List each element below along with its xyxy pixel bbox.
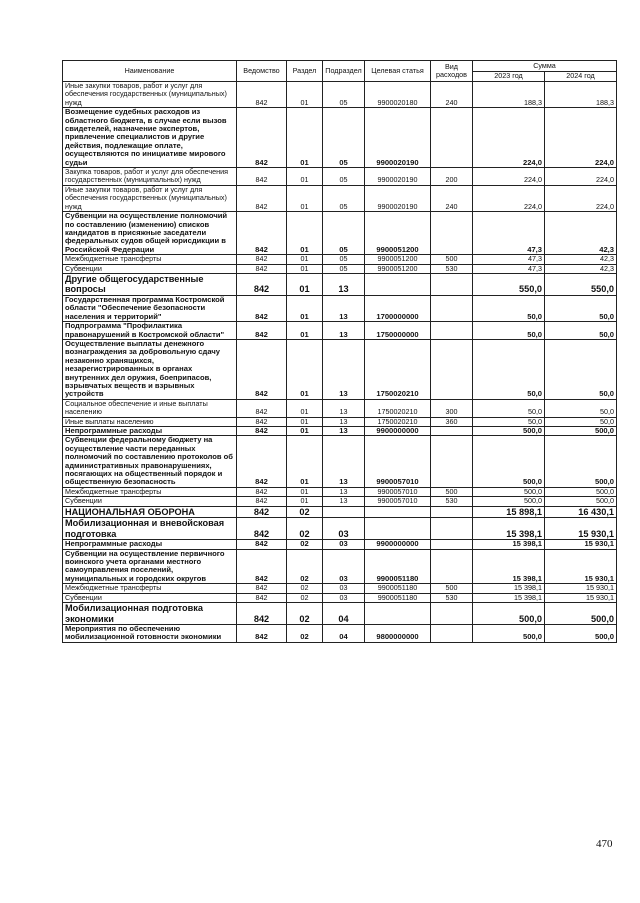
row-kind [431,518,473,540]
row-kind [431,436,473,487]
row-sum-2023: 15 398,1 [473,540,545,549]
row-kind: 200 [431,168,473,186]
row-target: 1750020210 [365,417,431,426]
row-sum-2023: 500,0 [473,427,545,436]
row-kind: 360 [431,417,473,426]
row-subsection: 03 [323,518,365,540]
table-row [63,487,617,496]
header-section: Раздел [287,61,323,82]
row-section: 01 [287,295,323,321]
row-kind [431,212,473,255]
row-sum-2024: 50,0 [545,339,617,399]
row-sum-2024: 500,0 [545,603,617,625]
row-dept: 842 [237,584,287,593]
row-section: 01 [287,82,323,108]
row-target: 1750020210 [365,339,431,399]
row-sum-2023: 500,0 [473,603,545,625]
row-subsection: 13 [323,427,365,436]
row-name: Межбюджетные трансферты [63,487,237,496]
row-subsection: 04 [323,625,365,643]
row-section: 01 [287,108,323,168]
row-kind [431,603,473,625]
row-sum-2024: 224,0 [545,185,617,211]
row-sum-2023: 47,3 [473,264,545,273]
row-sum-2023: 224,0 [473,185,545,211]
row-kind: 530 [431,497,473,506]
row-subsection: 05 [323,82,365,108]
row-dept: 842 [237,339,287,399]
row-kind [431,625,473,643]
table-header-row [63,61,617,72]
table-row [63,436,617,487]
row-name: Субвенции на осуществление первичного воинского учета органами местного самоуправления поселений, муниципальных и городских округов [63,549,237,584]
row-sum-2024: 500,0 [545,436,617,487]
row-section: 02 [287,625,323,643]
table-row [63,264,617,273]
row-section: 01 [287,168,323,186]
row-section: 02 [287,593,323,602]
row-dept: 842 [237,625,287,643]
header-year-2023: 2023 год [473,71,545,82]
row-subsection: 05 [323,108,365,168]
row-kind: 500 [431,584,473,593]
table-row [63,584,617,593]
table-row [63,427,617,436]
row-sum-2023: 50,0 [473,322,545,340]
row-name: Осуществление выплаты денежного вознаграждения за добровольную сдачу незаконно хранящихся, незарегистрированных в органах внутренних дел оружия, боеприпасов, взрывчатых веществ и взрывных устройств [63,339,237,399]
row-sum-2024: 42,3 [545,212,617,255]
row-name: Мобилизационная и вневойсковая подготовка [63,518,237,540]
row-section: 01 [287,185,323,211]
header-name: Наименование [63,61,237,82]
row-target: 9900020190 [365,168,431,186]
row-dept: 842 [237,593,287,602]
row-dept: 842 [237,603,287,625]
table-row [63,549,617,584]
row-sum-2024: 550,0 [545,273,617,295]
row-dept: 842 [237,487,287,496]
row-kind [431,506,473,518]
row-sum-2024: 50,0 [545,295,617,321]
row-subsection: 13 [323,497,365,506]
row-dept: 842 [237,82,287,108]
table-row [63,625,617,643]
row-name: Иные закупки товаров, работ и услуг для обеспечения государственных (муниципальных) нужд [63,82,237,108]
row-section: 02 [287,506,323,518]
row-subsection: 05 [323,212,365,255]
table-row [63,185,617,211]
header-subsection: Подраздел [323,61,365,82]
row-sum-2024: 42,3 [545,255,617,264]
row-sum-2023: 15 398,1 [473,518,545,540]
row-sum-2024: 224,0 [545,108,617,168]
row-name: Иные выплаты населению [63,417,237,426]
row-section: 01 [287,339,323,399]
row-target [365,603,431,625]
table-row [63,593,617,602]
row-name: Государственная программа Костромской области "Обеспечение безопасности населения и территорий" [63,295,237,321]
table-row [63,518,617,540]
row-target: 9900051200 [365,264,431,273]
row-name: Субвенции федеральному бюджету на осуществление части переданных полномочий по составлению протоколов об административных правонарушениях, посягающих на общественный порядок и общественную безопасность [63,436,237,487]
row-subsection: 13 [323,339,365,399]
row-section: 01 [287,264,323,273]
table-row [63,322,617,340]
row-sum-2024: 42,3 [545,264,617,273]
row-name: Мероприятия по обеспечению мобилизационной готовности экономики [63,625,237,643]
row-name: Иные закупки товаров, работ и услуг для обеспечения государственных (муниципальных) нужд [63,185,237,211]
row-subsection: 05 [323,185,365,211]
row-sum-2024: 15 930,1 [545,518,617,540]
row-sum-2024: 224,0 [545,168,617,186]
row-dept: 842 [237,108,287,168]
row-sum-2023: 47,3 [473,255,545,264]
row-kind [431,322,473,340]
row-sum-2023: 500,0 [473,436,545,487]
row-sum-2023: 15 398,1 [473,549,545,584]
row-target: 9900051200 [365,255,431,264]
row-sum-2024: 15 930,1 [545,593,617,602]
row-section: 01 [287,436,323,487]
row-sum-2024: 50,0 [545,322,617,340]
row-section: 02 [287,603,323,625]
row-kind: 530 [431,593,473,602]
row-sum-2023: 500,0 [473,487,545,496]
row-target: 9900057010 [365,487,431,496]
row-kind: 530 [431,264,473,273]
table-row [63,399,617,417]
row-target [365,506,431,518]
table-row [63,497,617,506]
row-target: 9900000000 [365,540,431,549]
row-subsection: 13 [323,487,365,496]
row-dept: 842 [237,212,287,255]
row-subsection: 13 [323,436,365,487]
row-section: 01 [287,487,323,496]
table-row [63,603,617,625]
row-dept: 842 [237,497,287,506]
page-number: 470 [596,838,613,850]
header-year-2024: 2024 год [545,71,617,82]
row-target: 9900051180 [365,593,431,602]
row-dept: 842 [237,185,287,211]
row-kind [431,540,473,549]
row-section: 01 [287,212,323,255]
row-sum-2023: 47,3 [473,212,545,255]
table-row [63,295,617,321]
row-sum-2024: 16 430,1 [545,506,617,518]
row-kind: 240 [431,185,473,211]
row-section: 01 [287,322,323,340]
row-sum-2024: 15 930,1 [545,540,617,549]
row-subsection: 03 [323,549,365,584]
row-target: 9900000000 [365,427,431,436]
row-sum-2023: 50,0 [473,399,545,417]
row-subsection: 05 [323,168,365,186]
table-row [63,212,617,255]
row-target: 9900051200 [365,212,431,255]
row-section: 01 [287,399,323,417]
row-kind [431,273,473,295]
row-kind [431,427,473,436]
row-subsection: 13 [323,399,365,417]
row-section: 02 [287,518,323,540]
row-name: Мобилизационная подготовка экономики [63,603,237,625]
row-name: Подпрограмма "Профилактика правонарушений в Костромской области" [63,322,237,340]
row-target: 9900020190 [365,185,431,211]
row-name: Межбюджетные трансферты [63,584,237,593]
row-sum-2024: 15 930,1 [545,584,617,593]
row-name: Субвенции [63,264,237,273]
row-target [365,518,431,540]
row-subsection: 05 [323,255,365,264]
row-section: 02 [287,549,323,584]
table-row [63,273,617,295]
table-row [63,417,617,426]
row-kind [431,295,473,321]
row-sum-2023: 15 398,1 [473,593,545,602]
budget-document [62,60,616,643]
row-subsection: 13 [323,322,365,340]
row-subsection: 03 [323,584,365,593]
row-section: 02 [287,584,323,593]
row-kind: 500 [431,487,473,496]
row-kind [431,339,473,399]
row-subsection: 05 [323,264,365,273]
row-sum-2024: 188,3 [545,82,617,108]
row-dept: 842 [237,264,287,273]
row-sum-2023: 500,0 [473,497,545,506]
row-name: НАЦИОНАЛЬНАЯ ОБОРОНА [63,506,237,518]
row-target [365,273,431,295]
row-subsection [323,506,365,518]
row-sum-2023: 224,0 [473,168,545,186]
row-section: 01 [287,255,323,264]
row-dept: 842 [237,295,287,321]
row-sum-2023: 500,0 [473,625,545,643]
row-target: 1700000000 [365,295,431,321]
row-sum-2024: 500,0 [545,427,617,436]
row-name: Возмещение судебных расходов из областного бюджета, в случае если вызов свидетелей, назначение экспертов, привлечение специалистов и другие действия, подлежащие оплате, осуществляются по инициативе мирового судьи [63,108,237,168]
row-target: 9900051180 [365,549,431,584]
row-subsection: 03 [323,593,365,602]
row-dept: 842 [237,518,287,540]
row-dept: 842 [237,540,287,549]
row-target: 1750020210 [365,399,431,417]
row-subsection: 03 [323,540,365,549]
table-row [63,82,617,108]
row-kind: 240 [431,82,473,108]
row-target: 9900020180 [365,82,431,108]
row-dept: 842 [237,168,287,186]
row-target: 9900057010 [365,436,431,487]
row-section: 01 [287,497,323,506]
row-target: 9900057010 [365,497,431,506]
row-dept: 842 [237,506,287,518]
table-row [63,540,617,549]
row-kind: 300 [431,399,473,417]
header-kind: Вид расходов [431,61,473,82]
row-target: 9900020190 [365,108,431,168]
row-sum-2023: 50,0 [473,417,545,426]
row-name: Субвенции [63,497,237,506]
row-name: Непрограммные расходы [63,427,237,436]
row-dept: 842 [237,255,287,264]
row-dept: 842 [237,322,287,340]
row-sum-2023: 550,0 [473,273,545,295]
row-sum-2024: 50,0 [545,417,617,426]
row-sum-2023: 15 898,1 [473,506,545,518]
row-subsection: 13 [323,417,365,426]
row-sum-2023: 224,0 [473,108,545,168]
row-subsection: 04 [323,603,365,625]
row-section: 01 [287,273,323,295]
row-target: 9800000000 [365,625,431,643]
row-kind [431,108,473,168]
row-dept: 842 [237,549,287,584]
row-sum-2023: 15 398,1 [473,584,545,593]
row-dept: 842 [237,427,287,436]
row-sum-2023: 50,0 [473,339,545,399]
row-dept: 842 [237,417,287,426]
row-name: Закупка товаров, работ и услуг для обеспечения государственных (муниципальных) нужд [63,168,237,186]
header-dept: Ведомство [237,61,287,82]
row-target: 1750000000 [365,322,431,340]
row-name: Социальное обеспечение и иные выплаты населению [63,399,237,417]
row-sum-2023: 50,0 [473,295,545,321]
row-sum-2024: 15 930,1 [545,549,617,584]
row-sum-2024: 500,0 [545,625,617,643]
row-section: 01 [287,427,323,436]
table-body [63,82,617,643]
row-sum-2024: 500,0 [545,497,617,506]
row-name: Межбюджетные трансферты [63,255,237,264]
row-name: Субвенции [63,593,237,602]
row-sum-2023: 188,3 [473,82,545,108]
table-row [63,255,617,264]
table-row [63,168,617,186]
row-kind: 500 [431,255,473,264]
row-name: Другие общегосударственные вопросы [63,273,237,295]
table-row [63,339,617,399]
row-dept: 842 [237,436,287,487]
row-sum-2024: 50,0 [545,399,617,417]
row-dept: 842 [237,399,287,417]
header-sum: Сумма [473,61,617,72]
row-section: 01 [287,417,323,426]
row-name: Субвенции на осуществление полномочий по составлению (изменению) списков кандидатов в присяжные заседатели федеральных судов общей юрисдикции в Российской Федерации [63,212,237,255]
table-row [63,506,617,518]
row-section: 02 [287,540,323,549]
row-target: 9900051180 [365,584,431,593]
row-kind [431,549,473,584]
table-row [63,108,617,168]
budget-table [62,60,617,643]
row-sum-2024: 500,0 [545,487,617,496]
row-subsection: 13 [323,295,365,321]
row-name: Непрограммные расходы [63,540,237,549]
header-target: Целевая статья [365,61,431,82]
row-dept: 842 [237,273,287,295]
row-subsection: 13 [323,273,365,295]
